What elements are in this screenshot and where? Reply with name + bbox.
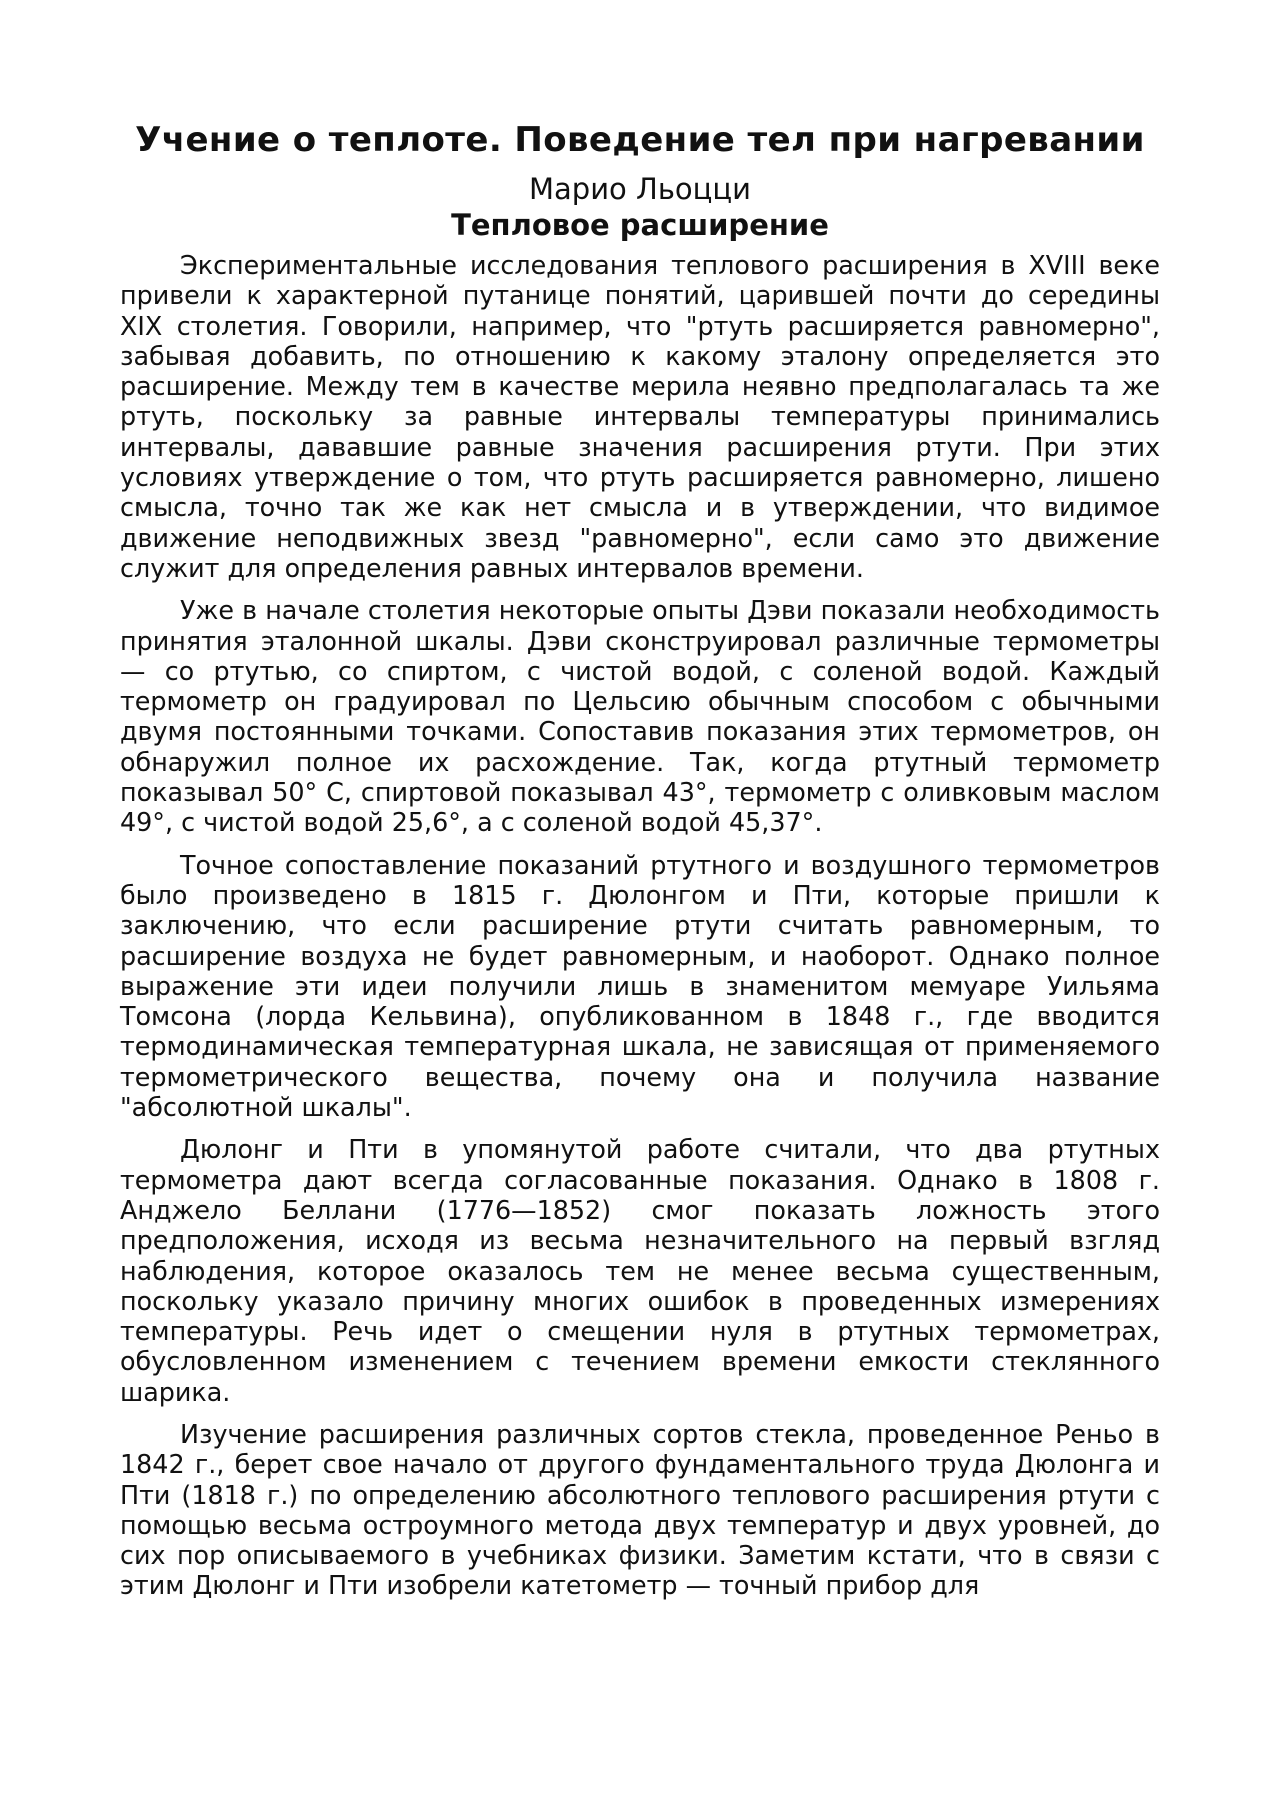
paragraph: Экспериментальные исследования теплового расширения в XVIII веке привели к характерной путанице понятий, царившей почти до середины XIX столетия. Говорили, например, что "ртуть расширяется равномерно", забывая добавить, по отношению к какому эталону определяется это расширение. Между тем в качестве мерила неявно предполагалась та же ртуть, поскольку за равные интервалы температуры принимались интервалы, дававшие равные значения расширения ртути. При этих условиях утверждение о том, что ртуть расширяется равномерно, лишено смысла, точно так же как нет смысла и в утверждении, что видимое движение неподвижных звезд "равномерно", если само это движение служит для определения равных интервалов времени. [120,250,1160,583]
paragraph: Дюлонг и Пти в упомянутой работе считали, что два ртутных термометра дают всегда согласованные показания. Однако в 1808 г. Анджело Беллани (1776—1852) смог показать ложность этого предположения, исходя из весьма незначительного на первый взгляд наблюдения, которое оказалось тем не менее весьма существенным, поскольку указало причину многих ошибок в проведенных измерениях температуры. Речь идет о смещении нуля в ртутных термометрах, обусловленном изменением с течением времени емкости стеклянного шарика. [120,1134,1160,1407]
document-title: Учение о теплоте. Поведение тел при нагревании [135,120,1145,160]
author-name: Марио Льоцци [529,172,751,206]
paragraph: Уже в начале столетия некоторые опыты Дэви показали необходимость принятия эталонной шкалы. Дэви сконструировал различные термометры — со ртутью, со спиртом, с чистой водой, с соленой водой. Каждый термометр он градуировал по Цельсию обычным способом с обычными двумя постоянными точками. Сопоставив показания этих термометров, он обнаружил полное их расхождение. Так, когда ртутный термометр показывал 50° С, спиртовой показывал 43°, термометр с оливковым маслом 49°, с чистой водой 25,6°, а с соленой водой 45,37°. [120,595,1160,838]
paragraph: Точное сопоставление показаний ртутного и воздушного термометров было произведено в 1815 г. Дюлонгом и Пти, которые пришли к заключению, что если расширение ртути считать равномерным, то расширение воздуха не будет равномерным, и наоборот. Однако полное выражение эти идеи получили лишь в знаменитом мемуаре Уильяма Томсона (лорда Кельвина), опубликованном в 1848 г., где вводится термодинамическая температурная шкала, не зависящая от применяемого термометрического вещества, почему она и получила название "абсолютной шкалы". [120,849,1160,1123]
document-page [120,112,1160,1613]
paragraph: Изучение расширения различных сортов стекла, проведенное Реньо в 1842 г., берет свое начало от другого фундаментального труда Дюлонга и Пти (1818 г.) по определению абсолютного теплового расширения ртути с помощью весьма остроумного метода двух температур и двух уровней, до сих пор описываемого в учебниках физики. Заметим кстати, что в связи с этим Дюлонг и Пти изобрели катетометр — точный прибор для [120,1418,1160,1601]
section-title: Тепловое расширение [451,208,829,242]
